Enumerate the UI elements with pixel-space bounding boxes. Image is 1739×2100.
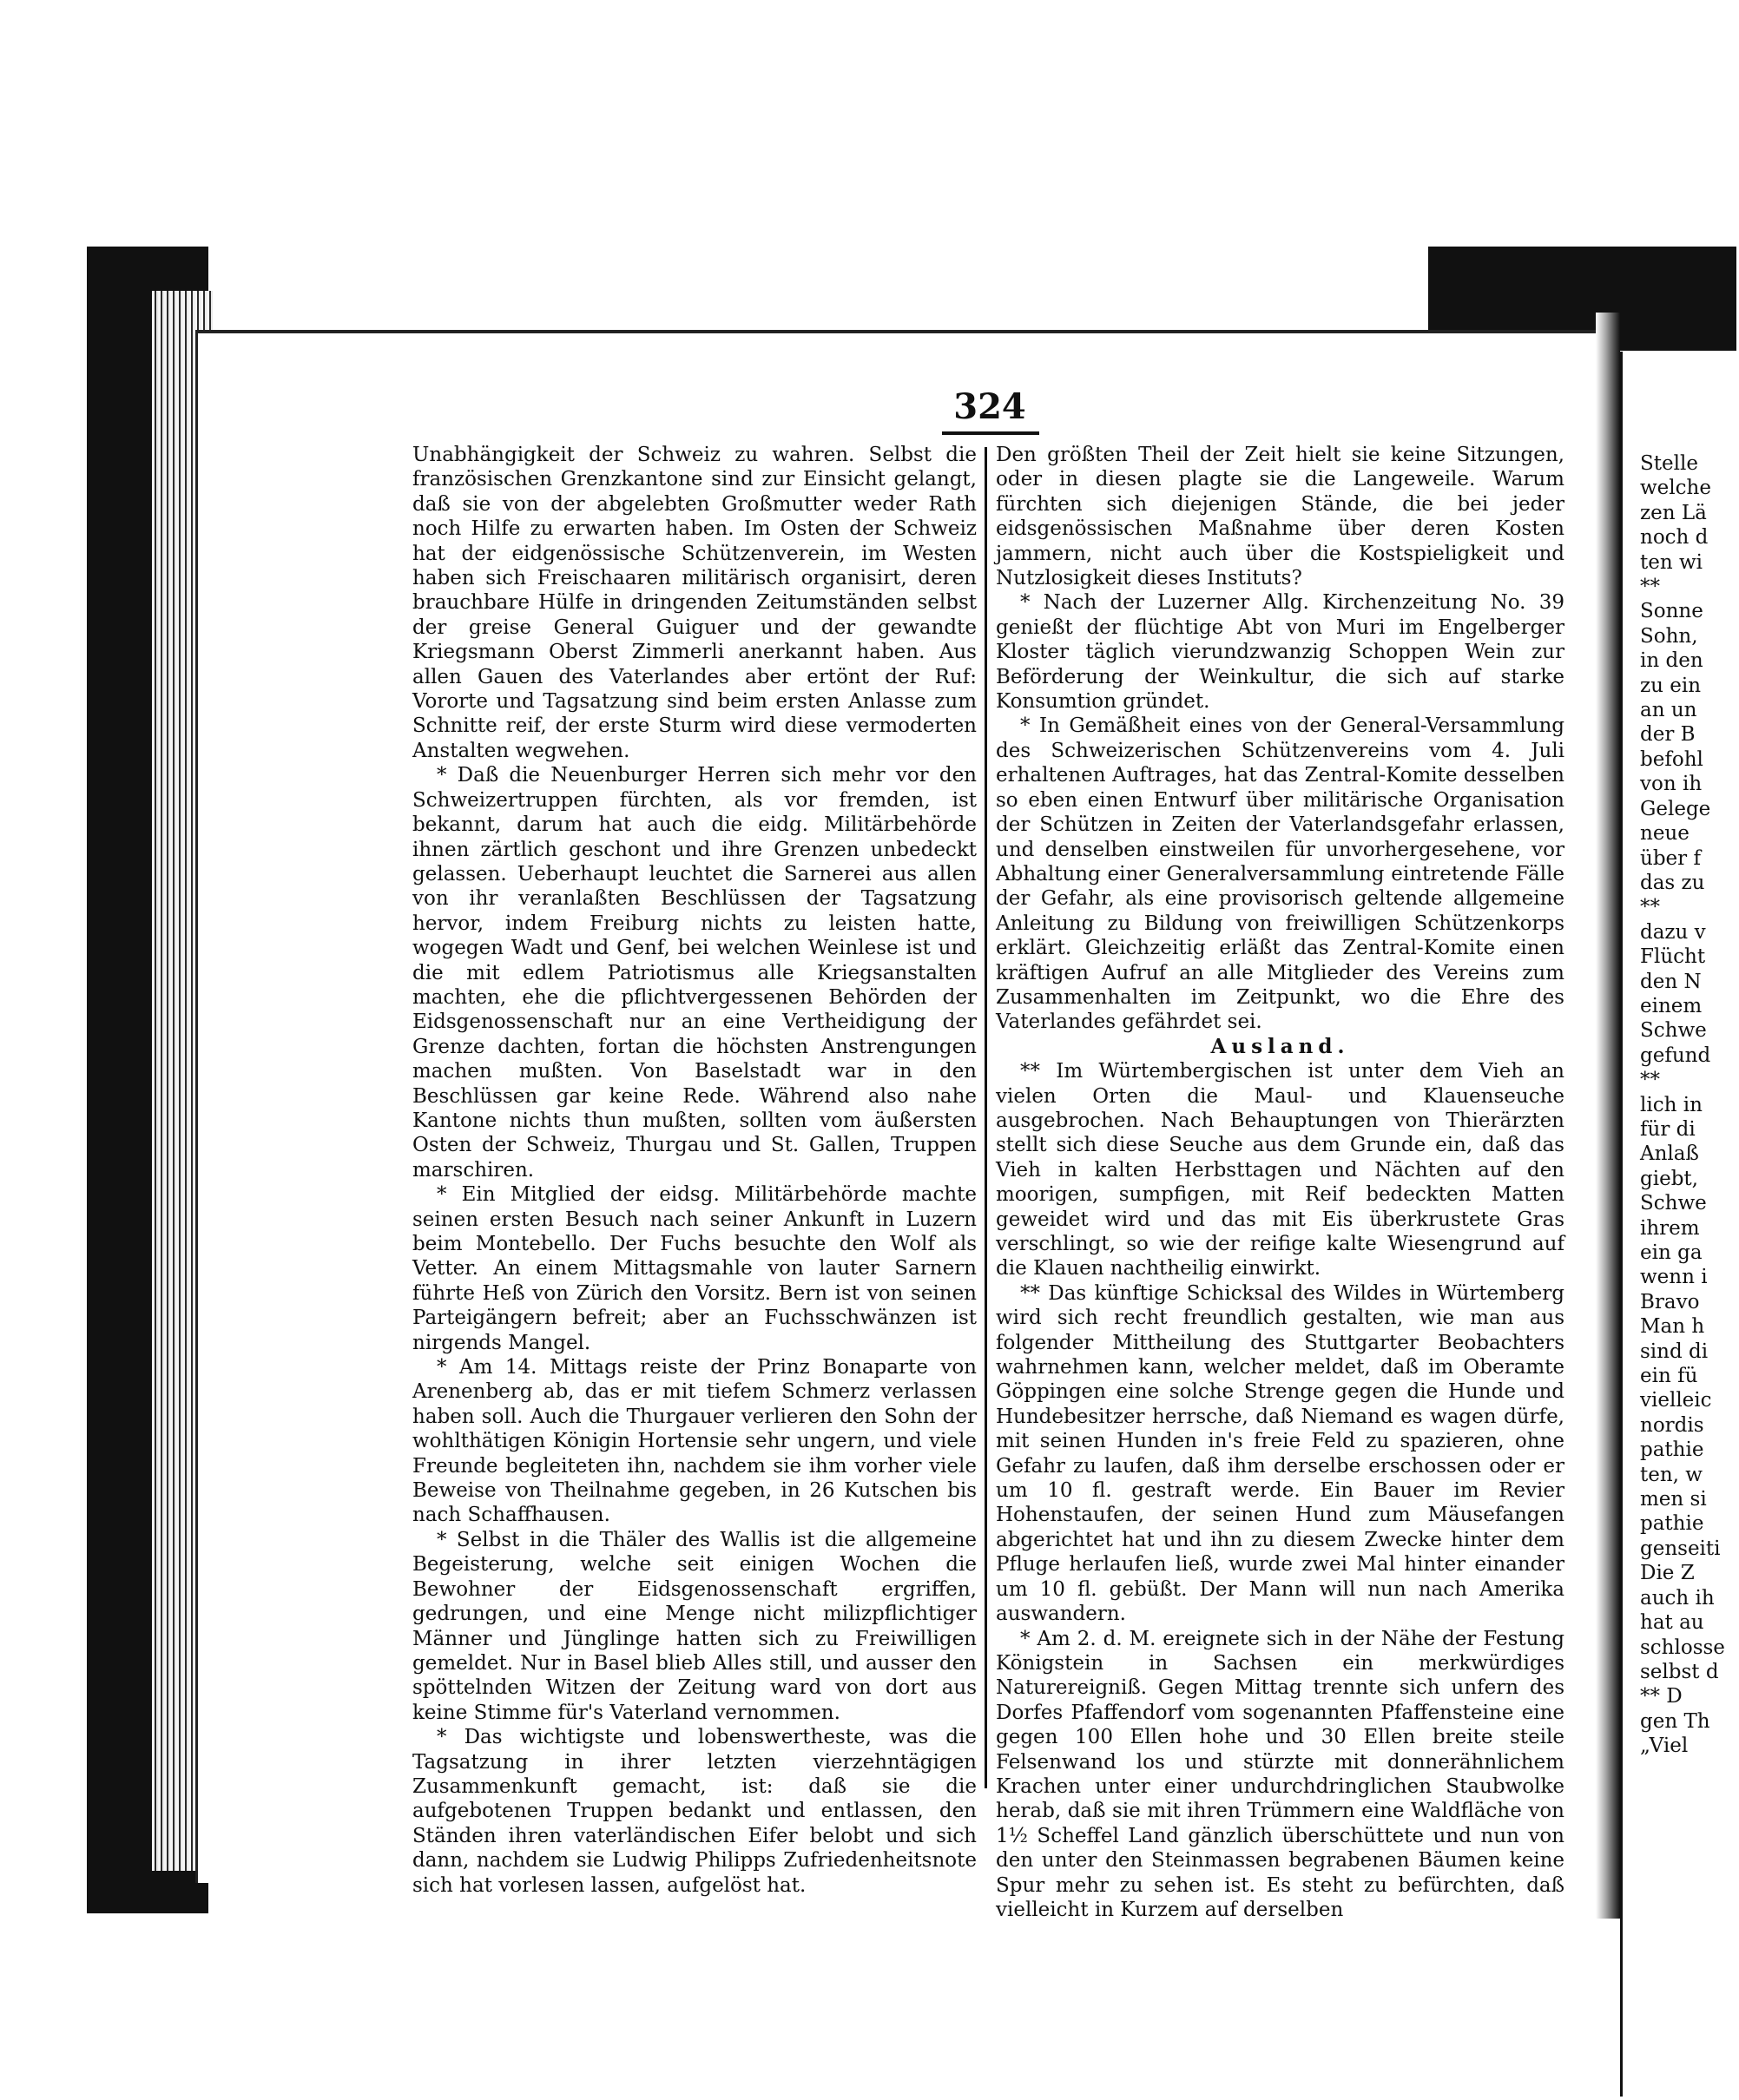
next-page-fragment: noch d (1640, 526, 1709, 550)
next-page-fragment: welche (1640, 477, 1711, 500)
next-page-fragment: ein ga (1640, 1241, 1703, 1264)
next-page-fragment: neue (1640, 822, 1690, 846)
paragraph: * Das wichtigste und lobenswertheste, was die Tagsatzung in ihrer letzten vierzehntägigen Zusammenkunft gemacht, ist: daß sie die aufgebotenen Truppen bedankt und entlassen, den Ständen ihren vaterländischen Eifer belobt und sich dann, nachdem sie Ludwig Philipps Zufriedenheitsnote sich hat vorlesen lassen, aufgelöst hat. (412, 1726, 977, 1897)
next-page-fragment: nordis (1640, 1413, 1704, 1437)
next-page-fragment: ein fü (1640, 1365, 1698, 1388)
next-page-fragment: für di (1640, 1117, 1696, 1141)
next-page-fragment: men si (1640, 1488, 1707, 1511)
next-page-fragment: pathie (1640, 1438, 1704, 1462)
next-page-fragment: vielleic (1640, 1389, 1712, 1412)
next-page-fragment: giebt, (1640, 1167, 1698, 1190)
next-page-fragment: Gelege (1640, 797, 1711, 820)
paragraph: * Daß die Neuenburger Herren sich mehr vor den Schweizertruppen fürchten, als vor fremden, ist bekannt, darum hat auch die eidg. Militärbehörde ihnen zärtlich geschont und ihre Grenzen unbedeckt gelassen. Ueberhaupt leuchtet die Sarnerei aus allen von ihr veranlaßten Beschlüssen der Tagsatzung hervor, indem Freiburg nichts zu leisten hatte, wogegen Wadt und Genf, bei welchen Weinlese ist und die mit edlem Patriotismus alle Kriegsanstalten machten, ehe die pflichtvergessenen Behörden der Eidsgenossenschaft nur an eine Vertheidigung der Grenze dachten, fortan die höchsten Anstrengungen machen mußten. Von Baselstadt war in den Beschlüssen gar keine Rede. Während also nahe Kantone nichts thun mußten, sollten vom äußersten Osten der Schweiz, Thurgau und St. Gallen, Truppen marschiren. (412, 764, 977, 1182)
next-page-fragment: Die Z (1640, 1562, 1695, 1585)
next-page-fragment: ** (1640, 1069, 1660, 1092)
next-page-fragment: sind di (1640, 1340, 1709, 1363)
paragraph: * Am 2. d. M. ereignete sich in der Nähe der Festung Königstein in Sachsen ein merkwürdiges Naturereigniß. Gegen Mittag trennte sich unfern des Dorfes Pfaffendorf vom sogenannten Pfaffensteine eine gegen 100 Ellen hohe und 30 Ellen breite steile Felsenwand los und stürzte mit donnerähnlichem Krachen unter einer undurchdringlichen Staubwolke herab, daß sie mit ihren Trümmern eine Waldfläche von 1½ Scheffel Land gänzlich überschüttete und nun von den unter den Steinmassen begrabenen Bäumen keine Spur mehr zu sehen ist. Es steht zu befürchten, daß vielleicht in Kurzem auf derselben (996, 1627, 1564, 1921)
next-page-fragment: an un (1640, 699, 1697, 722)
paragraph: ** Das künftige Schicksal des Wildes in Würtemberg wird sich recht freundlich gestalten, wie man aus folgender Mittheilung des Stuttgarter Beobachters wahrnehmen kann, welcher meldet, daß im Oberamte Göppingen eine solche Strenge gegen die Hunde und Hundebesitzer herrsche, daß Niemand es wagen dürfe, mit seinen Hunden in's freie Feld zu spazieren, ohne Gefahr zu laufen, daß ihm derselbe erschossen oder er um 10 fl. gestraft werde. Ein Bauer im Revier Hohenstaufen, der seinen Hund zum Mäusefangen abgerichtet hat und ihn zu diesem Zwecke hinter dem Pfluge herlaufen ließ, wurde zwei Mal hinter einander um 10 fl. gebüßt. Der Mann will nun nach Amerika auswandern. (996, 1281, 1564, 1626)
next-page-fragment: schlosse (1640, 1636, 1725, 1659)
next-page-fragment: ** (1640, 576, 1660, 599)
paragraph: * In Gemäßheit eines von der General-Versammlung des Schweizerischen Schützenvereins vom 4. Juli erhaltenen Auftrages, hat das Zentral-Komite desselben so eben einen Entwurf über militärische Organisation der Schützen in Zeiten der Vaterlandsgefahr erlassen, und denselben einstweilen für unvorhergesehene, vor Abhaltung einer Generalversammlung eintretende Fälle der Gefahr, als eine provisorisch geltende allgemeine Anleitung zu Bildung von freiwilligen Schützenkorps erklärt. Gleichzeitig erläßt das Zentral-Komite einen kräftigen Aufruf an alle Mitglieder des Vereins zum Zusammenhalten im Zeitpunkt, wo die Ehre des Vaterlandes gefährdet sei. (996, 714, 1564, 1034)
next-page-fragment: genseiti (1640, 1537, 1721, 1560)
next-page-fragment: „Viel (1640, 1735, 1689, 1758)
next-page-fragment: Bravo (1640, 1290, 1700, 1313)
next-page-fragment: befohl (1640, 747, 1703, 771)
next-page-fragment: wenn i (1640, 1266, 1708, 1289)
book-gutter (1596, 313, 1620, 1919)
next-page-fragment: ten wi (1640, 550, 1703, 574)
next-page-fragment: hat au (1640, 1611, 1704, 1635)
paragraph: * Nach der Luzerner Allg. Kirchenzeitung No. 39 genießt der flüchtige Abt von Muri im Engelberger Kloster täglich vierundzwanzig Schoppen Wein zur Beförderung der Weinkultur, die sich auf starke Konsumtion gründet. (996, 591, 1564, 714)
next-page-fragment: von ih (1640, 773, 1703, 796)
next-page-fragment: ihrem (1640, 1216, 1700, 1240)
column-divider (985, 447, 987, 1788)
next-page-fragment: in den (1640, 649, 1703, 673)
next-page-fragment: dazu v (1640, 920, 1706, 944)
next-page-fragment: der B (1640, 723, 1696, 747)
next-page-fragment: gefund (1640, 1043, 1711, 1067)
next-page-fragment: das zu (1640, 871, 1705, 894)
next-page-fragment: Schwe (1640, 1192, 1707, 1215)
paragraph: * Selbst in die Thäler des Wallis ist die allgemeine Begeisterung, welche seit einigen Wochen die Bewohner der Eidsgenossenschaft ergriffen, gedrungen, und eine Menge nicht milizpflichtiger Männer und Jünglinge hatten sich zu Freiwilligen gemeldet. Nur in Basel blieb Alles still, und ausser den spöttelnden Witzen der Zeitung ward von dort aus keine Stimme für's Vaterland vernommen. (412, 1528, 977, 1724)
paragraph: * Ein Mitglied der eidsg. Militärbehörde machte seinen ersten Besuch nach seiner Ankunft in Luzern beim Montebello. Der Fuchs besuchte den Wolf als Vetter. An einem Mittagsmahle von lauter Sarnern führte Heß von Zürich den Vorsitz. Bern ist von seinen Parteigängern befreit; aber an Fuchsschwänzen ist nirgends Mangel. (412, 1183, 977, 1354)
next-page-fragment: zu ein (1640, 674, 1702, 697)
next-page-fragment: Man h (1640, 1315, 1705, 1339)
next-page-fragment: über f (1640, 846, 1701, 870)
next-page-fragments (1623, 451, 1739, 1759)
next-page-fragment: gen Th (1640, 1709, 1710, 1733)
next-page-fragment: ** D (1640, 1685, 1683, 1708)
next-page-fragment: selbst d (1640, 1660, 1719, 1683)
page-number: 324 (953, 386, 1026, 427)
next-page-fragment: ten, w (1640, 1463, 1703, 1486)
paragraph: Den größten Theil der Zeit hielt sie keine Sitzungen, oder in diesen plagte sie die Langeweile. Warum fürchten sich diejenigen Stände, die bei jeder eidsgenössischen Maßnahme über deren Kosten jammern, nicht auch über die Kostspieligkeit und Nutzlosigkeit dieses Instituts? (996, 444, 1564, 590)
left-column (412, 443, 977, 1897)
right-column (996, 443, 1564, 1921)
next-page-fragment: lich in (1640, 1093, 1703, 1116)
next-page-fragment: pathie (1640, 1512, 1704, 1536)
paragraph: ** Im Würtembergischen ist unter dem Vieh an vielen Orten die Maul- und Klauenseuche ausgebrochen. Nach Behauptungen von Thierärzten stellt sich diese Seuche aus dem Grunde ein, daß das Vieh in kalten Herbsttagen und Nächten auf den moorigen, sumpfigen, mit Reif bedeckten Matten geweidet wird und das mit Eis überkrustete Gras verschlingt, so wie der reifige kalte Wiesengrund auf die Klauen nachtheilig einwirkt. (996, 1060, 1564, 1280)
paragraph: * Am 14. Mittags reiste der Prinz Bonaparte von Arenenberg ab, das er mit tiefem Schmerz verlassen haben soll. Auch die Thurgauer verlieren den Sohn der wohlthätigen Königin Hortensie sehr ungern, und viele Freunde begleiteten ihn, nachdem sie ihm vorher viele Beweise von Theilnahme gegeben, in 26 Kutschen bis nach Schaffhausen. (412, 1356, 977, 1527)
next-page-fragment: den N (1640, 970, 1702, 993)
next-page-fragment: ** (1640, 896, 1660, 919)
next-page-fragment: Sonne (1640, 600, 1703, 623)
next-page-fragment: Schwe (1640, 1019, 1707, 1043)
next-page-fragment: Flücht (1640, 945, 1706, 969)
paragraph: Unabhängigkeit der Schweiz zu wahren. Selbst die französischen Grenzkantone sind zur Einsicht gelangt, daß sie von der abgelebten Großmutter weder Rath noch Hilfe zu erwarten haben. Im Osten der Schweiz hat der eidgenössische Schützenverein, im Westen haben sich Freischaaren militärisch organisirt, deren brauchbare Hülfe in dringenden Zeitumständen selbst der greise General Guiguer und der gewandte Kriegsmann Oberst Zimmerli anerkannt haben. Aus allen Gauen des Vaterlandes aber ertönt der Ruf: Vororte und Tagsatzung sind beim ersten Anlasse zum Schnitte reif, der erste Sturm wird diese vermoderten Anstalten wegwehen. (412, 444, 977, 762)
next-page-edge (1620, 352, 1739, 2097)
page-number-rule (942, 431, 1039, 435)
next-page-fragment: zen Lä (1640, 501, 1707, 524)
next-page-fragment: einem (1640, 994, 1703, 1017)
next-page-fragment: Stelle (1640, 452, 1698, 475)
next-page-fragment: Sohn, (1640, 624, 1698, 648)
next-page-fragment: Anlaß (1640, 1142, 1699, 1166)
next-page-fragment: auch ih (1640, 1586, 1715, 1610)
section-heading-ausland: Ausland. (1210, 1034, 1350, 1058)
